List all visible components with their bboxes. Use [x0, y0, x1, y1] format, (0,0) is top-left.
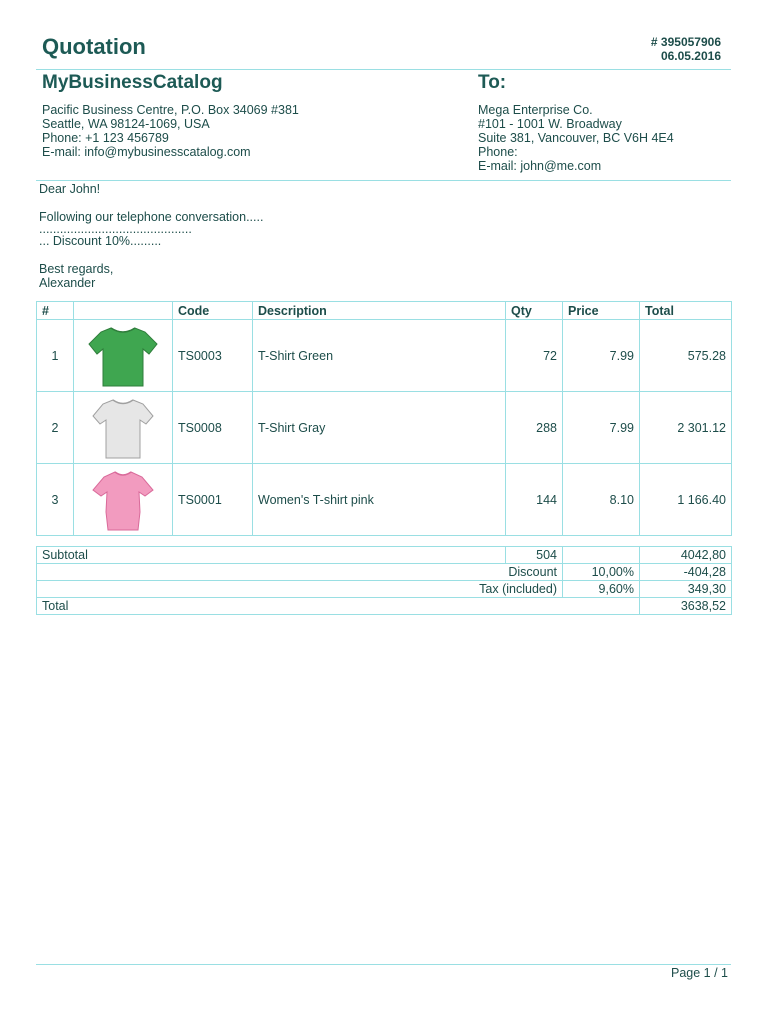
empty-cell	[563, 547, 640, 564]
buyer-phone: Phone:	[478, 145, 518, 159]
subtotal-row	[37, 547, 732, 564]
tax-label: Tax (included)	[37, 581, 563, 598]
product-image-green-tshirt	[74, 320, 173, 392]
col-image-header	[74, 302, 173, 320]
table-row	[37, 392, 732, 464]
discount-row	[37, 564, 732, 581]
row-price: 7.99	[563, 320, 640, 392]
quotation-number: # 395057906	[650, 35, 721, 49]
subtotal-value: 4042,80	[640, 547, 732, 564]
cover-letter	[39, 182, 263, 290]
row-num: 3	[37, 464, 74, 536]
tax-value: 349,30	[640, 581, 732, 598]
totals-table	[36, 546, 732, 615]
tax-row	[37, 581, 732, 598]
row-total: 1 166.40	[640, 464, 732, 536]
product-image-gray-tshirt	[74, 392, 173, 464]
row-description: T-Shirt Gray	[253, 392, 506, 464]
buyer-line: #101 - 1001 W. Broadway	[478, 117, 622, 131]
row-total: 575.28	[640, 320, 732, 392]
buyer-email: E-mail: john@me.com	[478, 159, 602, 173]
product-image-pink-tshirt	[74, 464, 173, 536]
discount-value: -404,28	[640, 564, 732, 581]
col-price-header: Price	[563, 302, 640, 320]
buyer-label: To:	[478, 72, 507, 93]
items-table	[36, 301, 732, 536]
divider	[36, 69, 731, 70]
document-meta	[651, 35, 721, 63]
buyer-line: Suite 381, Vancouver, BC V6H 4E4	[478, 131, 674, 145]
row-qty: 288	[506, 392, 563, 464]
discount-label: Discount	[37, 564, 563, 581]
row-qty: 144	[506, 464, 563, 536]
letter-body: ... Discount 10%.........	[39, 234, 162, 248]
total-value: 3638,52	[640, 598, 732, 615]
table-row	[37, 320, 732, 392]
col-code-header: Code	[173, 302, 253, 320]
letter-closing: Best regards,	[39, 262, 114, 276]
col-total-header: Total	[640, 302, 732, 320]
seller-line: Seattle, WA 98124-1069, USA	[42, 117, 210, 131]
row-num: 2	[37, 392, 74, 464]
tshirt-icon	[87, 396, 159, 460]
footer-divider	[36, 964, 731, 965]
row-description: Women's T-shirt pink	[253, 464, 506, 536]
buyer-line: Mega Enterprise Co.	[478, 103, 593, 117]
buyer-address	[478, 103, 674, 173]
seller-line: Pacific Business Centre, P.O. Box 34069 #381	[42, 103, 299, 117]
total-label: Total	[37, 598, 640, 615]
seller-line: Phone: +1 123 456789	[42, 131, 169, 145]
tax-rate: 9,60%	[563, 581, 640, 598]
row-price: 8.10	[563, 464, 640, 536]
tshirt-icon	[87, 468, 159, 532]
row-code: TS0001	[173, 464, 253, 536]
page-number: Page 1 / 1	[671, 966, 728, 980]
seller-address	[42, 103, 299, 159]
table-row	[37, 464, 732, 536]
col-qty-header: Qty	[506, 302, 563, 320]
discount-rate: 10,00%	[563, 564, 640, 581]
col-description-header: Description	[253, 302, 506, 320]
letter-greeting: Dear John!	[39, 182, 101, 196]
row-description: T-Shirt Green	[253, 320, 506, 392]
quotation-date: 06.05.2016	[660, 49, 721, 63]
col-num-header: #	[37, 302, 74, 320]
letter-signature: Alexander	[39, 276, 96, 290]
row-code: TS0003	[173, 320, 253, 392]
letter-body: Following our telephone conversation.....	[39, 210, 264, 224]
total-row	[37, 598, 732, 615]
document-title: Quotation	[42, 34, 146, 59]
divider	[36, 180, 731, 181]
row-price: 7.99	[563, 392, 640, 464]
row-qty: 72	[506, 320, 563, 392]
row-num: 1	[37, 320, 74, 392]
seller-email: E-mail: info@mybusinesscatalog.com	[42, 145, 251, 159]
subtotal-qty: 504	[506, 547, 563, 564]
subtotal-label: Subtotal	[37, 547, 506, 564]
row-code: TS0008	[173, 392, 253, 464]
tshirt-icon	[87, 324, 159, 388]
row-total: 2 301.12	[640, 392, 732, 464]
table-header-row	[37, 302, 732, 320]
letter-body: ............................................	[39, 222, 192, 236]
seller-name: MyBusinessCatalog	[42, 72, 223, 93]
